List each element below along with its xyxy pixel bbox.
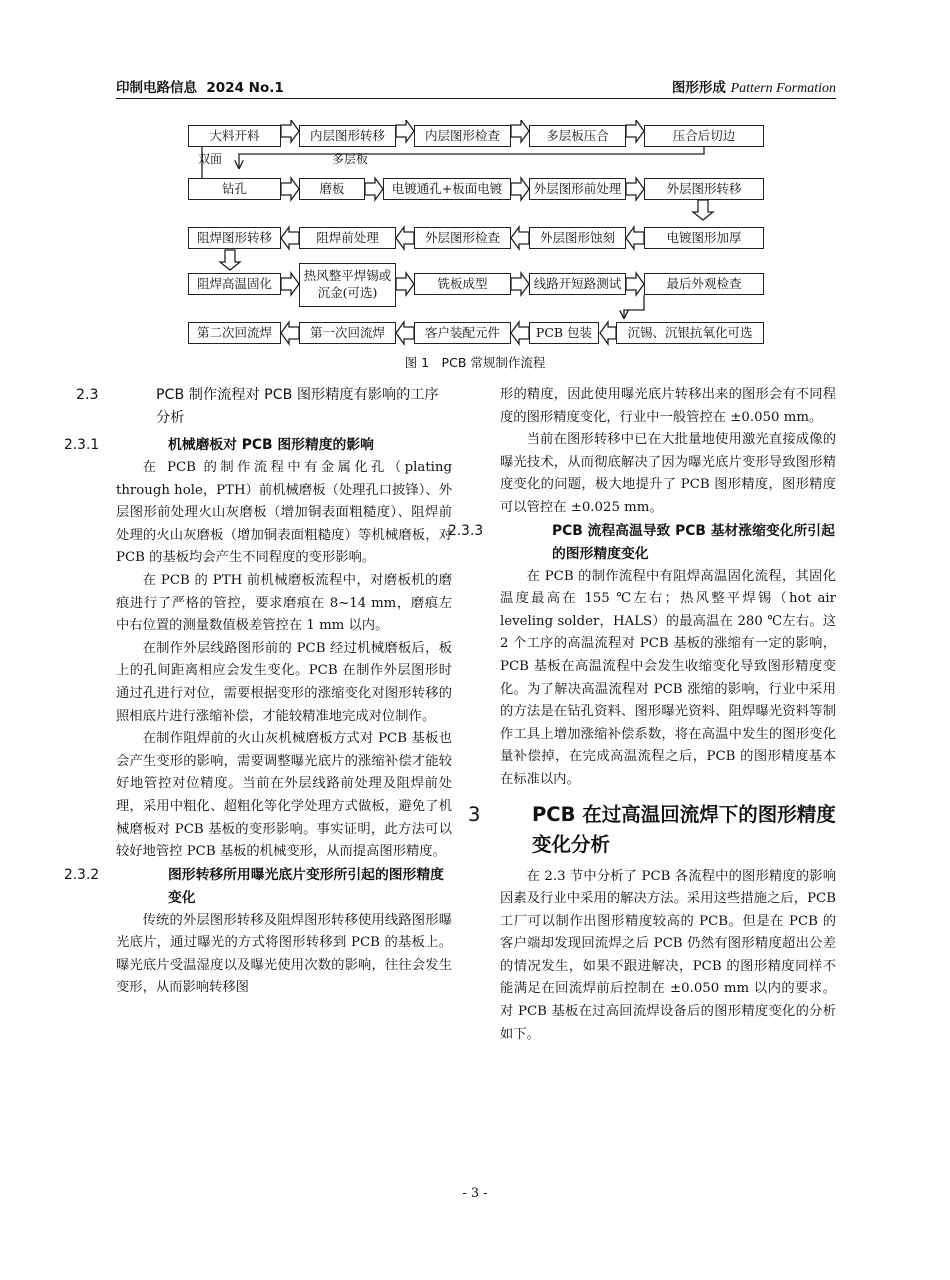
heading-3 bbox=[468, 800, 836, 860]
paragraph: 形的精度，因此使用曝光底片转移出来的图形会有不同程度的图形精度变化，行业中一般管控在 ±0.050 mm。 bbox=[500, 387, 836, 425]
paragraph: 传统的外层图形转移及阻焊图形转移使用线路图形曝光底片，通过曝光的方式将图形转移到 PCB 的基板上。曝光底片受温湿度以及曝光使用次数的影响，往往会发生变形，从而影响转移图 bbox=[116, 912, 452, 996]
paragraph: 在 2.3 节中分析了 PCB 各流程中的图形精度的影响因素及行业中采用的解决方法。采用这些措施之后，PCB 工厂可以制作出图形精度较高的 PCB。但是在 PCB 的客户端却发现回流焊之后 PCB 仍然有图形精度超出公差的情况发生，如果不跟进解决，PCB 的图形精度同样不能满足在回流焊前后控制在 ±0.050 mm 以内的要求。对 PCB 基板在过高回流焊设备后的图形精度变化的分析如下。 bbox=[500, 868, 836, 1042]
heading-2-3 bbox=[76, 384, 452, 430]
paragraph: 在 PCB 的制作流程中有阻焊高温固化流程，其固化温度最高在 155 ℃左右；热风整平焊锡（hot air leveling solder，HALS）的最高温在 280 ℃左右。这 2 个工序的高温流程对 PCB 基板的涨缩有一定的影响，PCB 基板在高温流程中会发生收缩变化导致图形精度变化。为了解决高温流程对 PCB 涨缩的影响，行业中采用的方法是在钻孔资料、图形曝光资料、阻焊曝光资料等制作工具上增加涨缩补偿系数，将在高温中发生的图形变化量补偿掉，在完成高温流程之后，PCB 的图形精度基本在标准以内。 bbox=[500, 568, 836, 787]
paragraph: 在 PCB 的 PTH 前机械磨板流程中，对磨板机的磨痕进行了严格的管控，要求磨痕在 8~14 mm，磨痕左中右位置的测量数值极差管控在 1 mm 以内。 bbox=[116, 572, 452, 634]
section-en: Pattern Formation bbox=[730, 81, 836, 96]
flow-step-edge-trim: 压合后切边 bbox=[644, 125, 764, 147]
heading-number: 3 bbox=[468, 802, 481, 826]
header-rule bbox=[116, 98, 836, 99]
paragraph: 在 PCB 的制作流程中有金属化孔（plating through hole，PTH）前机械磨板（处理孔口披锋）、外层图形前处理火山灰磨板（增加铜表面粗糙度）、阻焊前处理的火山灰磨板（增加铜表面粗糙度）等机械磨板，对 PCB 的基板均会产生不同程度的变形影响。 bbox=[116, 460, 452, 566]
flow-step-routing: 铣板成型 bbox=[414, 273, 511, 295]
flow-step-drilling: 钻孔 bbox=[188, 178, 281, 200]
flow-step-outer-pretreat: 外层图形前处理 bbox=[529, 178, 626, 200]
journal-issue: 2024 No.1 bbox=[206, 80, 284, 96]
flow-step-second-reflow: 第二次回流焊 bbox=[188, 322, 281, 344]
flow-step-optional-finish: 沉锡、沉银抗氧化可选 bbox=[616, 322, 764, 344]
flow-step-assembly: 客户装配元件 bbox=[414, 322, 511, 344]
flow-step-hasl-enig: 热风整平焊锡或沉金(可选) bbox=[299, 263, 396, 307]
heading-text: PCB 在过高温回流焊下的图形精度变化分析 bbox=[532, 802, 836, 856]
flow-step-outer-inspection: 外层图形检查 bbox=[414, 227, 511, 249]
heading-2-3-2 bbox=[64, 864, 452, 910]
flow-step-first-reflow: 第一次回流焊 bbox=[299, 322, 396, 344]
section-cn: 图形形成 bbox=[671, 80, 726, 96]
heading-number: 2.3.3 bbox=[448, 522, 484, 539]
flow-step-packaging: PCB 包装 bbox=[529, 322, 599, 344]
flow-step-pth-plating: 电镀通孔+板面电镀 bbox=[383, 178, 511, 200]
heading-text: PCB 流程高温导致 PCB 基材涨缩变化所引起的图形精度变化 bbox=[552, 522, 835, 562]
paragraph: 当前在图形转移中已在大批量地使用激光直接成像的曝光技术，从而彻底解决了因为曝光底片变形导致图形精度变化的问题，极大地提升了 PCB 图形精度，图形精度可以管控在 ±0.025 mm。 bbox=[500, 432, 836, 515]
heading-text: 机械磨板对 PCB 图形精度的影响 bbox=[168, 437, 374, 453]
flow-step-sm-transfer: 阻焊图形转移 bbox=[188, 227, 281, 249]
heading-text: 图形转移所用曝光底片变形所引起的图形精度变化 bbox=[168, 866, 444, 906]
flow-step-lamination: 多层板压合 bbox=[529, 125, 626, 147]
flow-step-sm-cure: 阻焊高温固化 bbox=[188, 273, 281, 295]
flow-step-sm-pretreat: 阻焊前处理 bbox=[299, 227, 396, 249]
flow-step-brushing: 磨板 bbox=[299, 178, 365, 200]
right-column bbox=[448, 384, 836, 1046]
heading-text: PCB 制作流程对 PCB 图形精度有影响的工序分析 bbox=[156, 387, 439, 426]
paragraph: 在制作阻焊前的火山灰机械磨板方式对 PCB 基板也会产生变形的影响，需要调整曝光底片的涨缩补偿才能较好地管控对位精度。当前在外层线路前处理及阻焊前处理，采用中粗化、超粗化等化学处理方式做板，避免了机械磨板对 PCB 基板的变形影响。事实证明，此方法可以较好地管控 PCB 基板的机械变形，从而提高图形精度。 bbox=[116, 731, 452, 860]
flow-step-cutting: 大料开料 bbox=[188, 125, 281, 147]
running-header-section bbox=[672, 76, 836, 97]
label-double-sided: 双面 bbox=[198, 152, 223, 166]
heading-2-3-1 bbox=[64, 434, 452, 457]
flow-step-inner-transfer: 内层图形转移 bbox=[299, 125, 396, 147]
left-column bbox=[64, 384, 452, 1000]
flowchart-figure bbox=[184, 120, 768, 352]
label-multilayer: 多层板 bbox=[332, 152, 369, 166]
flow-step-pattern-plating: 电镀图形加厚 bbox=[644, 227, 764, 249]
heading-2-3-3 bbox=[448, 520, 836, 566]
flow-step-inner-inspection: 内层图形检查 bbox=[414, 125, 511, 147]
running-header-journal bbox=[116, 76, 284, 96]
figure-caption: 图 1 PCB 常规制作流程 bbox=[404, 355, 546, 370]
flow-step-outer-etch: 外层图形蚀刻 bbox=[529, 227, 626, 249]
paragraph: 在制作外层线路图形前的 PCB 经过机械磨板后，板上的孔间距离相应会发生变化。PCB 在制作外层图形时通过孔进行对位，需要根据变形的涨缩变化对图形转移的照相底片进行涨缩补偿，才能较精准地完成对位制作。 bbox=[116, 640, 452, 724]
flow-step-outer-transfer: 外层图形转移 bbox=[644, 178, 764, 200]
flow-step-fqc: 最后外观检查 bbox=[644, 273, 764, 295]
heading-number: 2.3 bbox=[76, 387, 99, 403]
journal-name: 印制电路信息 bbox=[116, 80, 197, 96]
flow-step-et-test: 线路开短路测试 bbox=[529, 273, 626, 295]
heading-number: 2.3.2 bbox=[64, 866, 100, 883]
heading-number: 2.3.1 bbox=[64, 437, 100, 453]
page-number: - 3 - bbox=[462, 1186, 488, 1201]
